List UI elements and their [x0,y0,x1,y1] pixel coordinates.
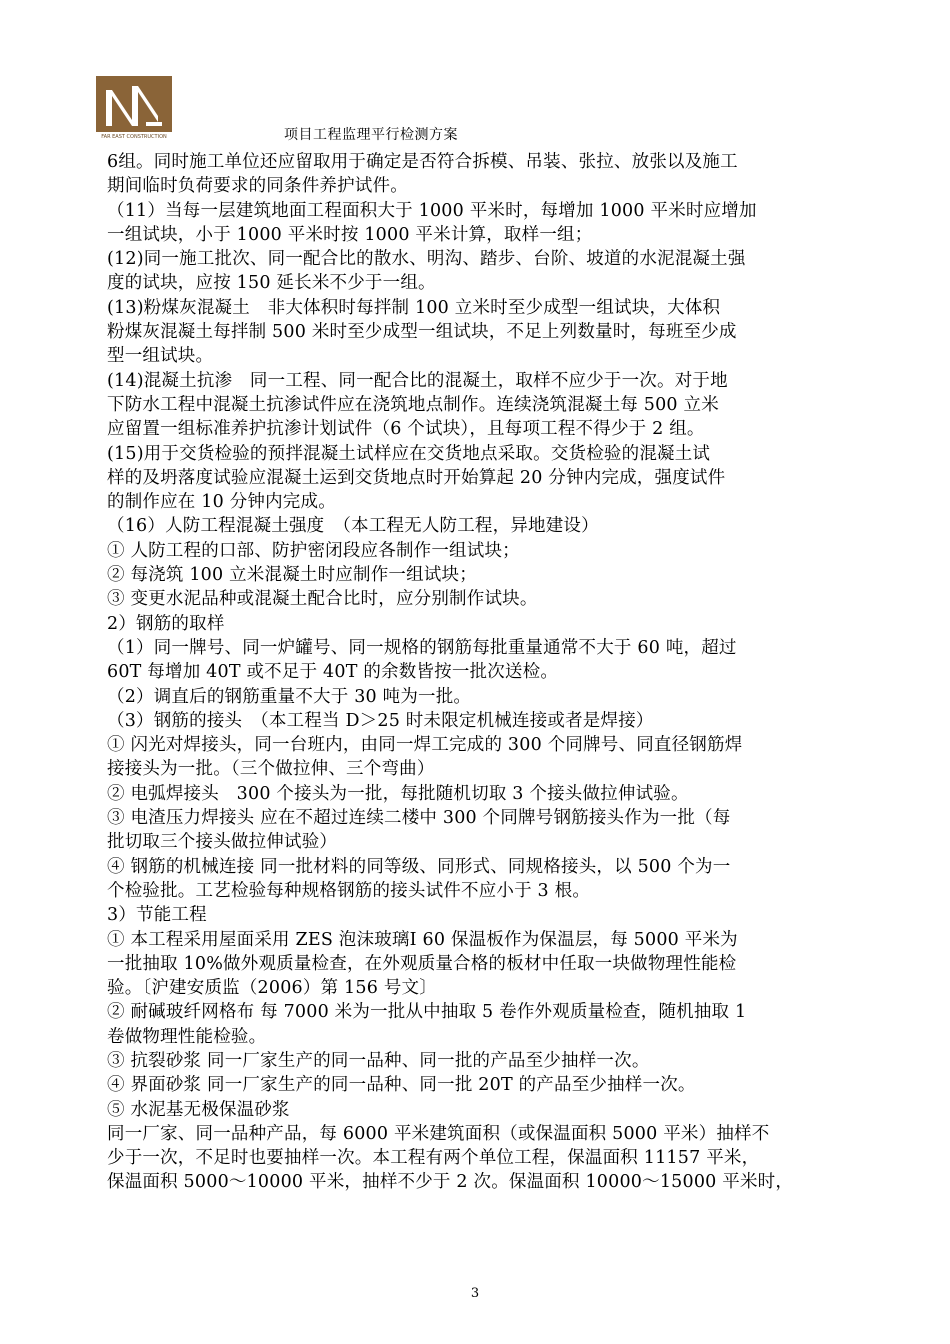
text-line: 验。〔沪建安质监（2006）第 156 号文〕 [107,978,437,999]
text-line: （3）钢筋的接头 （本工程当 D＞25 时未限定机械连接或者是焊接） [107,710,654,731]
document-body [107,150,882,1195]
text-line: 应留置一组标准养护抗渗计划试件（6 个试块），且每项工程不得少于 2 组。 [107,419,705,440]
text-line: ② 耐碱玻纤网格布 每 7000 米为一批从中抽取 5 卷作外观质量检查，随机抽取 1 [107,1002,747,1023]
text-line: ① 人防工程的口部、防护密闭段应各制作一组试块； [107,540,520,561]
text-line: ③ 变更水泥品种或混凝土配合比时，应分别制作试块。 [107,589,538,610]
text-line: 卷做物理性能检验。 [107,1026,267,1047]
text-line: ③ 电渣压力焊接头 应在不超过连续二楼中 300 个同牌号钢筋接头作为一批（每 [107,808,731,829]
text-line: ⑤ 水泥基无极保温砂浆 [107,1099,290,1120]
text-line: 保温面积 5000～10000 平米，抽样不少于 2 次。保温面积 10000～15000 平米时， [107,1172,794,1193]
text-line: ① 闪光对焊接头，同一台班内，由同一焊工完成的 300 个同牌号、同直径钢筋焊 [107,735,743,756]
text-line: （16）人防工程混凝土强度 （本工程无人防工程，异地建设） [107,516,599,537]
text-line: 60T 每增加 40T 或不足于 40T 的余数皆按一批次送检。 [107,662,559,683]
text-line: 同一厂家、同一品种产品，每 6000 平米建筑面积（或保温面积 5000 平米）抽样不 [107,1123,770,1144]
text-line: 粉煤灰混凝土每拌制 500 米时至少成型一组试块，不足上列数量时，每班至少成 [107,322,737,343]
text-line: 样的及坍落度试验应混凝土运到交货地点时开始算起 20 分钟内完成，强度试件 [107,467,726,488]
text-line: 个检验批。工艺检验每种规格钢筋的接头试件不应小于 3 根。 [107,880,591,901]
text-line: (13)粉煤灰混凝土 非大体积时每拌制 100 立米时至少成型一组试块，大体积 [107,297,721,318]
text-line: ④ 界面砂浆 同一厂家生产的同一品种、同一批 20T 的产品至少抽样一次。 [107,1075,696,1096]
text-line: 的制作应在 10 分钟内完成。 [107,492,336,513]
text-line: 下防水工程中混凝土抗渗试件应在浇筑地点制作。连续浇筑混凝土每 500 立米 [107,394,719,415]
logo-caption: FAR EAST CONSTRUCTION [101,134,167,140]
text-line: (15)用于交货检验的预拌混凝土试样应在交货地点采取。交货检验的混凝土试 [107,443,711,464]
text-line: 批切取三个接头做拉伸试验） [107,832,338,853]
company-logo [96,76,172,142]
text-line: 一批抽取 10%做外观质量检查，在外观质量合格的板材中任取一块做物理性能检 [107,953,737,974]
text-line: 型一组试块。 [107,346,214,367]
text-line: (14)混凝土抗渗 同一工程、同一配合比的混凝土，取样不应少于一次。对于地 [107,370,728,391]
text-line: ④ 钢筋的机械连接 同一批材料的同等级、同形式、同规格接头，以 500 个为一 [107,856,731,877]
text-line: 3）节能工程 [107,905,207,926]
text-line: (12)同一施工批次、同一配合比的散水、明沟、踏步、台阶、坡道的水泥混凝土强 [107,249,746,270]
text-line: 度的试块，应按 150 延长米不少于一组。 [107,273,436,294]
text-line: 期间临时负荷要求的同条件养护试件。 [107,176,408,197]
text-line: ③ 抗裂砂浆 同一厂家生产的同一品种、同一批的产品至少抽样一次。 [107,1050,650,1071]
text-line: 6组。同时施工单位还应留取用于确定是否符合拆模、吊装、张拉、放张以及施工 [107,152,738,172]
text-line: ② 每浇筑 100 立米混凝土时应制作一组试块； [107,565,477,586]
document-header-title: 项目工程监理平行检测方案 [284,127,458,143]
text-line: ② 电弧焊接头 300 个接头为一批，每批随机切取 3 个接头做拉伸试验。 [107,783,689,804]
page-number: 3 [470,1286,480,1301]
text-line: 少于一次，不足时也要抽样一次。本工程有两个单位工程，保温面积 11157 平米， [107,1148,760,1169]
text-line: ① 本工程采用屋面采用 ZES 泡沫玻璃Ⅰ 60 保温板作为保温层，每 5000 平米为 [107,929,738,950]
text-line: （11）当每一层建筑地面工程面积大于 1000 平米时，每增加 1000 平米时应增加 [107,200,757,221]
text-line: 2）钢筋的取样 [107,613,225,634]
text-line: （2）调直后的钢筋重量不大于 30 吨为一批。 [107,686,472,707]
text-line: 一组试块，小于 1000 平米时按 1000 平米计算，取样一组； [107,224,593,245]
text-line: 接接头为一批。（三个做拉伸、三个弯曲） [107,759,435,780]
text-line: （1）同一牌号、同一炉罐号、同一规格的钢筋每批重量通常不大于 60 吨，超过 [107,637,737,658]
